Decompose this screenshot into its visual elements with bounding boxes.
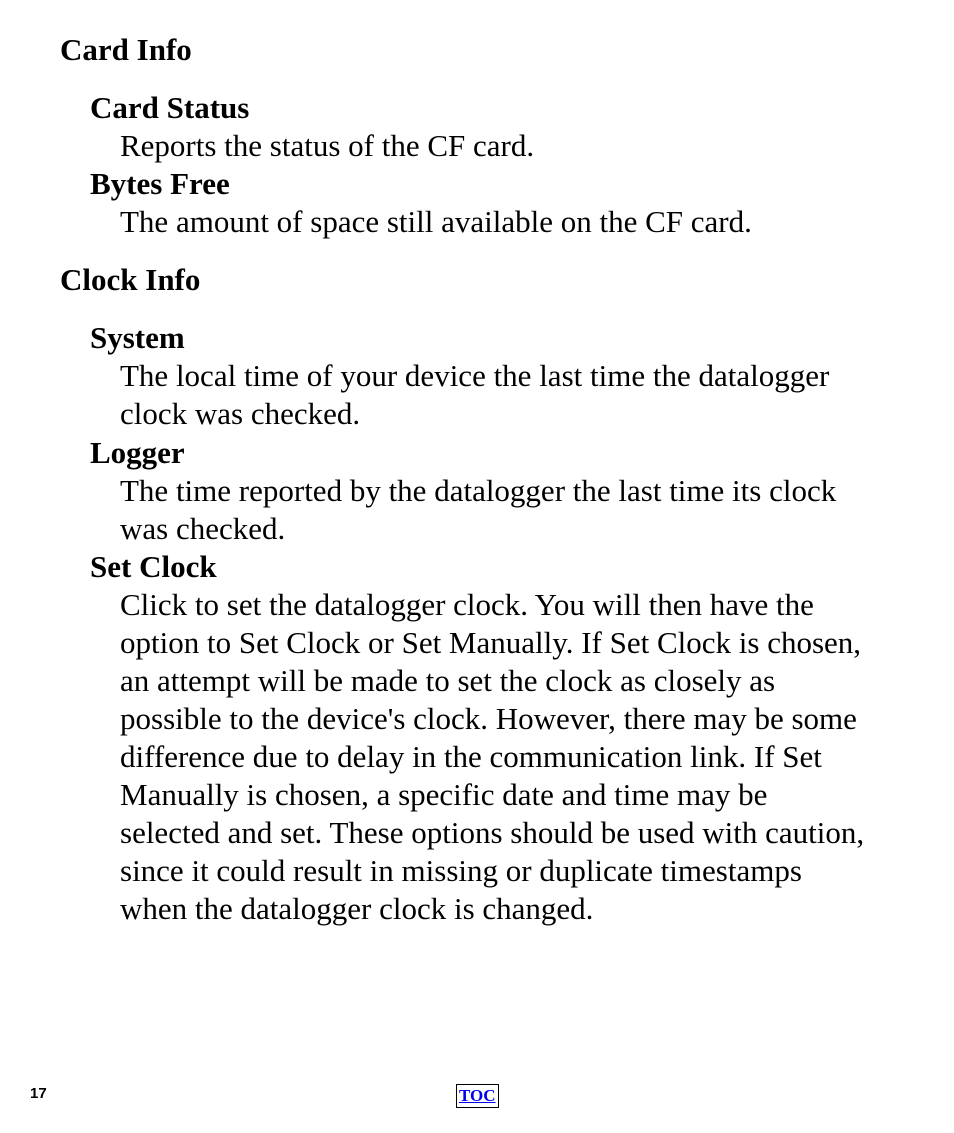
description-line: an attempt will be made to set the clock as closely as [120, 663, 776, 698]
description-line: The time reported by the datalogger the last time its clock [120, 473, 837, 508]
system-description [120, 357, 935, 433]
clock-info-heading: Clock Info [60, 262, 201, 297]
bytes-free-description [120, 203, 935, 241]
description-line: Manually is chosen, a specific date and time may be [120, 777, 768, 812]
description-line: option to Set Clock or Set Manually. If Set Clock is chosen, [120, 625, 862, 660]
description-line: difference due to delay in the communication link. If Set [120, 739, 822, 774]
logger-description [120, 472, 935, 548]
description-line: The amount of space still available on the CF card. [120, 204, 752, 239]
description-line: possible to the device's clock. However, there may be some [120, 701, 857, 736]
description-line: clock was checked. [120, 396, 361, 431]
description-line: The local time of your device the last time the datalogger [120, 358, 830, 393]
set-clock-description [120, 586, 935, 928]
description-line: selected and set. These options should be used with caution, [120, 815, 865, 850]
card-status-term: Card Status [90, 90, 250, 125]
system-term: System [90, 320, 185, 355]
page-number: 17 [30, 1085, 47, 1102]
bytes-free-term: Bytes Free [90, 166, 230, 201]
description-line: Reports the status of the CF card. [120, 128, 535, 163]
toc-link[interactable]: TOC [456, 1084, 499, 1108]
description-line: Click to set the datalogger clock. You will then have the [120, 587, 814, 622]
set-clock-term: Set Clock [90, 549, 217, 584]
card-info-heading: Card Info [60, 32, 192, 67]
card-status-description [120, 127, 935, 165]
logger-term: Logger [90, 435, 185, 470]
description-line: was checked. [120, 511, 286, 546]
description-line: since it could result in missing or duplicate timestamps [120, 853, 802, 888]
description-line: when the datalogger clock is changed. [120, 891, 594, 926]
